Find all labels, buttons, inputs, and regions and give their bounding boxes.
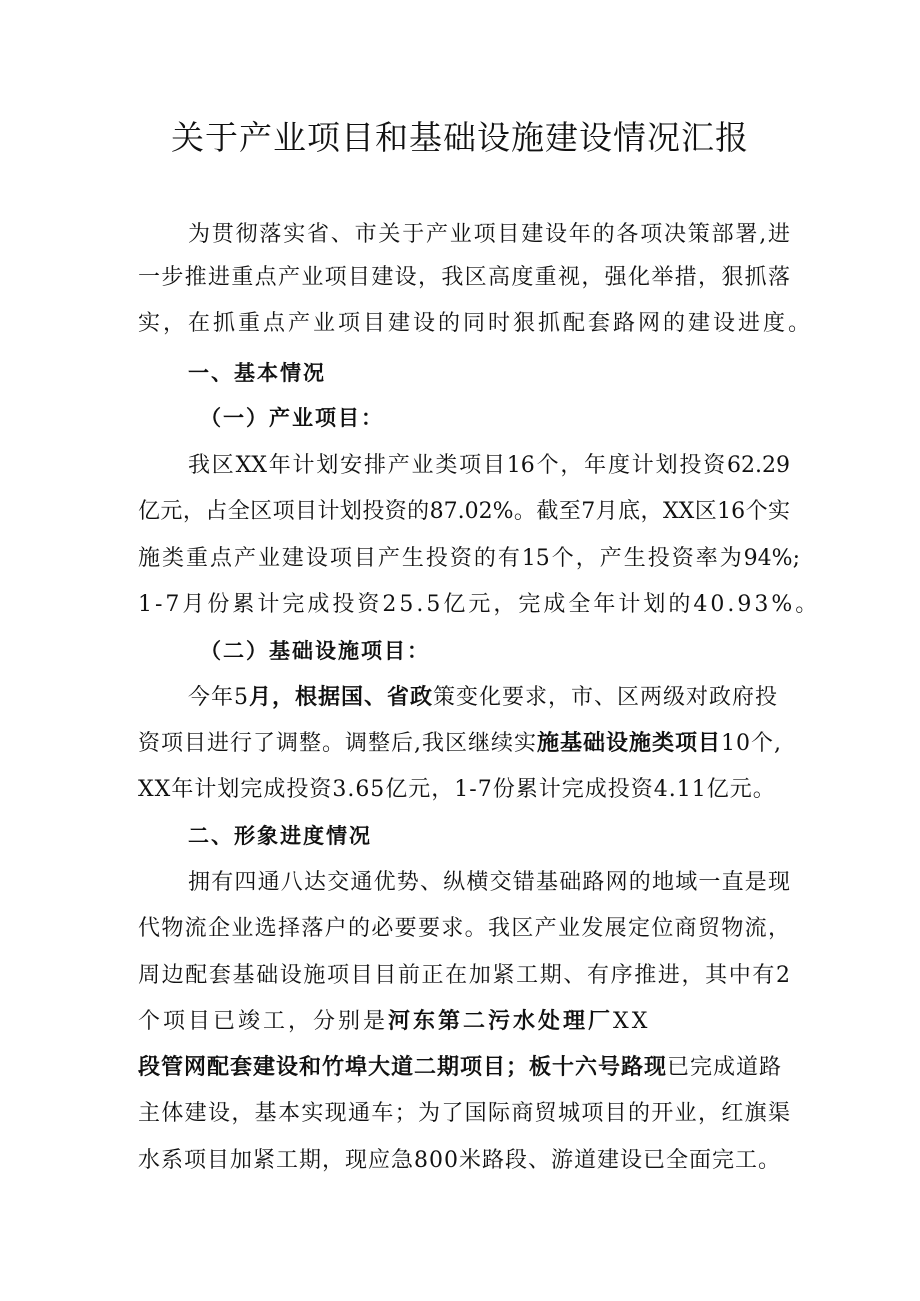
- paragraph-progress-line-2: 代物流企业选择落户的必要要求。我区产业发展定位商贸物流，: [138, 916, 790, 941]
- paragraph-intro-line-3: 实，在抓重点产业项目建设的同时狠抓配套路网的建设进度。: [138, 311, 814, 336]
- paragraph-progress-line-5: [138, 1053, 782, 1083]
- paragraph-infrastructure-line-2: [138, 729, 782, 759]
- paragraph-industry-line-4: 1-7月份累计完成投资25.5亿元，完成全年计划的40.93%。: [138, 592, 821, 617]
- subsection-heading-industry: （一）产业项目：: [200, 406, 384, 430]
- subsection-heading-infrastructure: （二）基础设施项目：: [200, 639, 430, 663]
- bold-text-run: 段管网配套建设和竹埠大道二期项目；板十六号路现: [138, 1055, 668, 1080]
- paragraph-progress-line-6: 主体建设，基本实现通车；为了国际商贸城项目的开业，红旗渠: [138, 1101, 790, 1126]
- bold-text-run: 施基础设施类项目: [537, 731, 722, 756]
- paragraph-intro-line-2: 一步推进重点产业项目建设，我区高度重视，强化举措，狠抓落: [138, 265, 790, 290]
- bold-text-run: 河东第二污水处理厂: [388, 1009, 614, 1034]
- text-run: 10个,: [721, 731, 783, 756]
- text-run: 已完成道路: [667, 1055, 783, 1080]
- text-run: 策变化要求，市、区两级对政府投: [433, 685, 779, 710]
- paragraph-intro-line-1: 为贯彻落实省、市关于产业项目建设年的各项决策部署,进: [188, 222, 790, 247]
- paragraph-industry-line-1: 我区XX年计划安排产业类项目16个，年度计划投资62.29: [188, 453, 790, 478]
- text-run: 个项目已竣工，分别是: [138, 1009, 389, 1034]
- document-title: 关于产业项目和基础设施建设情况汇报: [171, 118, 749, 157]
- paragraph-industry-line-3: 施类重点产业建设项目产生投资的有15个，产生投资率为94%;: [138, 546, 800, 571]
- text-run: 今年5: [188, 685, 249, 710]
- bold-text-run: 月，根据国、省政: [249, 685, 434, 710]
- text-run: 资项目进行了调整。调整后,我区继续实: [138, 731, 537, 756]
- paragraph-progress-line-4: [138, 1007, 650, 1037]
- section-heading-progress: 二、形象进度情况: [188, 824, 372, 848]
- paragraph-infrastructure-line-3: XX年计划完成投资3.65亿元，1-7份累计完成投资4.11亿元。: [138, 777, 776, 802]
- paragraph-infrastructure-line-1: [188, 683, 778, 713]
- text-run: XX: [613, 1009, 651, 1034]
- paragraph-industry-line-2: 亿元，占全区项目计划投资的87.02%。截至7月底，XX区16个实: [138, 499, 790, 524]
- section-heading-basic: 一、基本情况: [188, 361, 326, 385]
- paragraph-progress-line-7: 水系项目加紧工期，现应急800米路段、游道建设已全面完工。: [138, 1148, 781, 1173]
- paragraph-progress-line-1: 拥有四通八达交通优势、纵横交错基础路网的地域一直是现: [188, 870, 790, 895]
- paragraph-progress-line-3: 周边配套基础设施项目目前正在加紧工期、有序推进，其中有2: [138, 963, 790, 988]
